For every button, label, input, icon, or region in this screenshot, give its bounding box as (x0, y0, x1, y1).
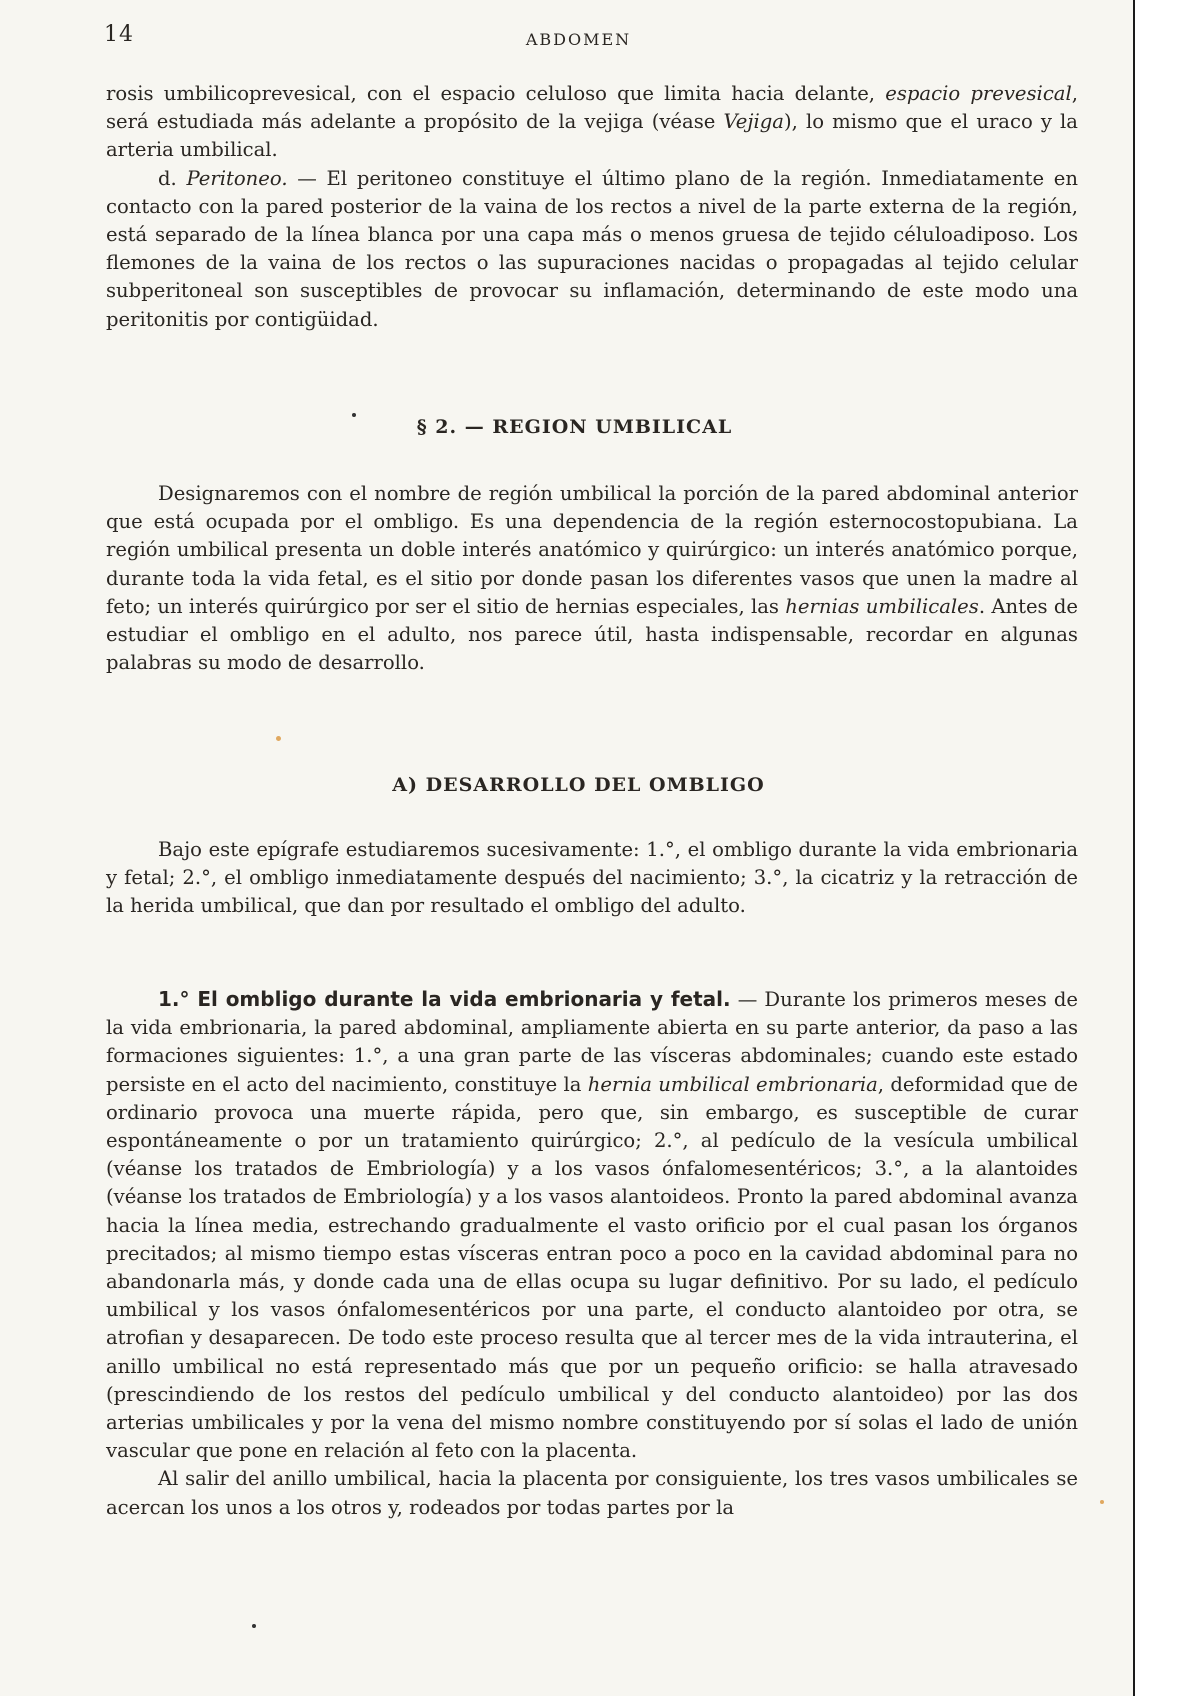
text-run: ), lo mismo que el uraco y la arteria umbilical. (106, 110, 1078, 162)
italic-term: hernias umbilicales (785, 594, 979, 618)
text-run: d. (158, 166, 187, 190)
italic-term: hernia umbilical embrionaria (587, 1072, 878, 1096)
subsection-heading: A) DESARROLLO DEL OMBLIGO (392, 774, 765, 796)
text-run: , será estudiada más adelante a propósito de la vejiga (véase (106, 82, 1078, 134)
italic-term: espacio prevesical (885, 82, 1072, 105)
paragraph-title: 1.° El ombligo durante la vida embrionaria y fetal. (158, 987, 731, 1011)
ink-speck (252, 1624, 256, 1628)
text-run: Designaremos con el nombre de región umbilical la porción de la pared abdominal anterior que está ocupada por el ombligo. Es una dependencia de la región esternocostopubiana. La región umbilical presenta un doble interés anatómico y quirúrgico: un interés anatómico porque, durante toda la vida fetal, es el sitio por donde pasan los diferentes vasos que unen la madre al feto; un interés quirúrgico por ser el sitio de hernias especiales, las (106, 482, 1078, 618)
paragraph-vessels: Al salir del anillo umbilical, hacia la placenta por consiguiente, los tres vasos umbilicales se acercan los unos a los otros y, rodeados por todas partes por la (106, 1467, 1078, 1519)
text-run: — El peritoneo constituye el último plano de la región. Inmediatamente en contacto con la pared posterior de la vaina de los rectos a nivel de la parte externa de la región, está separado de la línea blanca por una capa más o menos gruesa de tejido céluloadiposo. Los flemones de la vaina de los rectos o las supuraciones nacidas o propagadas al tejido celular subperitoneal son susceptibles de provocar su inflamación, determinando de este modo una peritonitis por contigüidad. (106, 166, 1078, 331)
ink-speck (1100, 1500, 1104, 1504)
section-heading: § 2. — REGION UMBILICAL (416, 416, 733, 438)
text-run: rosis umbilicoprevesical, con el espacio celuloso que limita hacia delante, (106, 82, 886, 105)
text-run: . Antes de estudiar el ombligo en el adulto, nos parece útil, hasta indispensable, recordar en algunas palabras su modo de desarrollo. (106, 594, 1079, 675)
embryonic-text-block (106, 985, 1078, 1522)
top-text-block (106, 80, 1078, 334)
ink-speck (352, 413, 356, 417)
text-run: — Durante los primeros meses de la vida embrionaria, la pared abdominal, ampliamente abierta en su parte anterior, da paso a las formaciones siguientes: 1.°, a una gran parte de las vísceras abdominales; cuando este estado persiste en el acto del nacimiento, constituye la (106, 988, 1078, 1096)
page-edge-line (1133, 0, 1135, 1696)
intro-text-block (106, 480, 1078, 677)
page-number: 14 (104, 22, 134, 47)
paragraph-prevesical (106, 80, 1078, 165)
ink-speck (276, 736, 281, 741)
running-head: ABDOMEN (525, 30, 632, 49)
italic-term: Peritoneo. (186, 166, 288, 190)
paragraph-embryonic (106, 985, 1078, 1465)
italic-term: Vejiga (723, 110, 784, 134)
development-intro-block (106, 836, 1078, 921)
paragraph-epigrafe: Bajo este epígrafe estudiaremos sucesivamente: 1.°, el ombligo durante la vida embrionaria y fetal; 2.°, el ombligo inmediatamente después del nacimiento; 3.°, la cicatriz y la retracción de la herida umbilical, que dan por resultado el ombligo del adulto. (106, 838, 1078, 918)
text-run: , deformidad que de ordinario provoca una muerte rápida, pero que, sin embargo, es susceptible de curar espontáneamente o por un tratamiento quirúrgico; 2.°, al pedículo de la vesícula umbilical (véanse los tratados de Embriología) y a los vasos ónfalomesentéricos; 3.°, a la alantoides (véanse los tratados de Embriología) y a los vasos alantoideos. Pronto la pared abdominal avanza hacia la línea media, estrechando gradualmente el vasto orificio por el cual pasan los órganos precitados; al mismo tiempo estas vísceras entran poco a poco en la cavidad abdominal para no abandonarla más, y donde cada una de ellas ocupa su lugar definitivo. Por su lado, el pedículo umbilical y los vasos ónfalomesentéricos por una parte, el conducto alantoideo por otra, se atrofian y desaparecen. De todo este proceso resulta que al tercer mes de la vida intrauterina, el anillo umbilical no está representado más que por un pequeño orificio: se halla atravesado (prescindiendo de los restos del pedículo umbilical y del conducto alantoideo) por las dos arterias umbilicales y por la vena del mismo nombre constituyendo por sí solas el lado de unión vascular que pone en relación al feto con la placenta. (106, 1072, 1078, 1463)
paragraph-region-umbilical (106, 480, 1078, 677)
paragraph-peritoneo (106, 165, 1078, 334)
